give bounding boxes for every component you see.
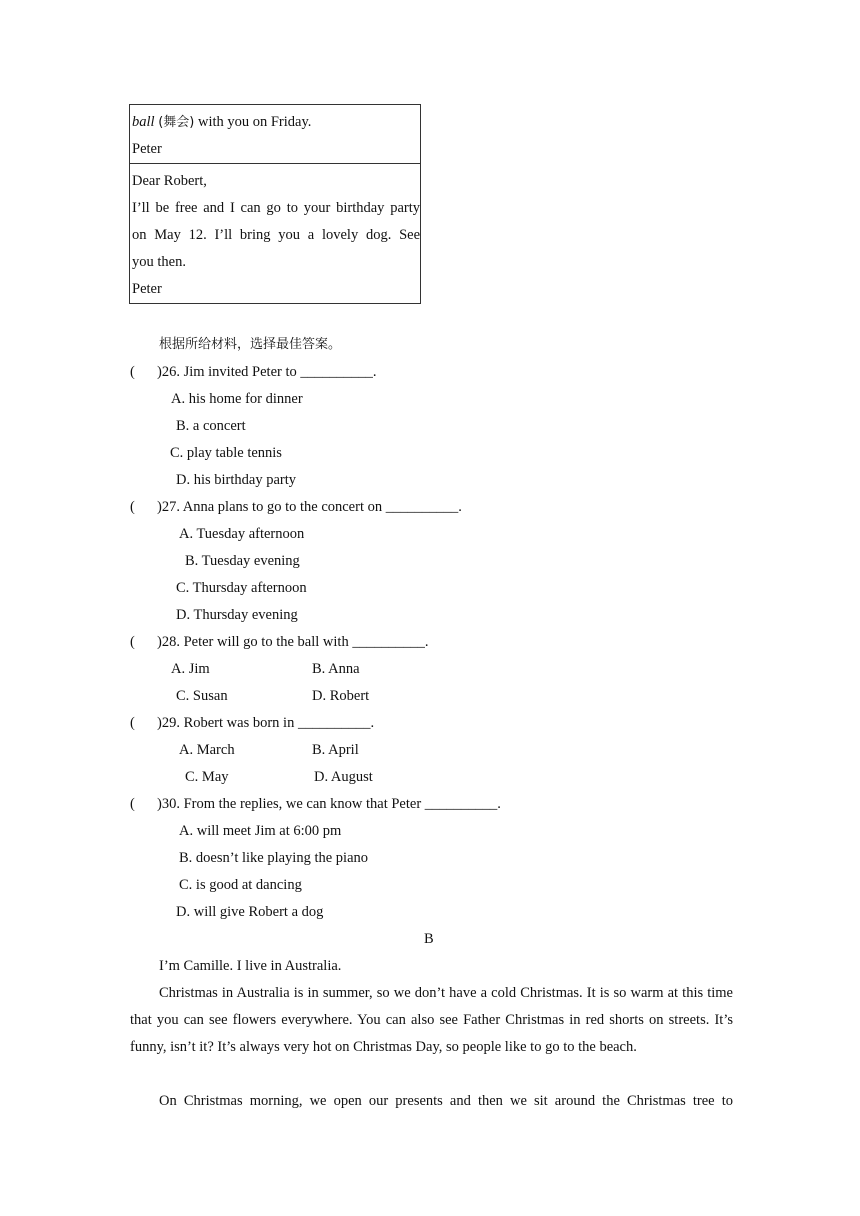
option: A. will meet Jim at 6:00 pm bbox=[179, 823, 342, 839]
answer-paren: ( bbox=[130, 364, 135, 380]
option: D. Robert bbox=[312, 688, 370, 704]
option: B. April bbox=[312, 742, 359, 758]
note-signature: Peter bbox=[132, 141, 162, 157]
option: B. a concert bbox=[176, 418, 246, 434]
reply-line-3: you then. bbox=[132, 254, 186, 270]
option: D. will give Robert a dog bbox=[176, 904, 324, 920]
reply-line-2: on May 12. I’ll bring you a lovely dog. See bbox=[132, 227, 420, 243]
reply-line-1: I’ll be free and I can go to your birthday party bbox=[132, 200, 420, 216]
option: D. his birthday party bbox=[176, 472, 297, 488]
answer-paren: ( bbox=[130, 796, 135, 812]
option: A. his home for dinner bbox=[171, 391, 303, 407]
option: D. Thursday evening bbox=[176, 607, 298, 623]
option: B. Anna bbox=[312, 661, 360, 677]
note-box-reply bbox=[129, 163, 421, 304]
option: A. March bbox=[179, 742, 235, 758]
option: C. May bbox=[185, 769, 229, 785]
option: A. Jim bbox=[171, 661, 210, 677]
option: B. Tuesday evening bbox=[185, 553, 300, 569]
question-28: )28. Peter will go to the ball with __________. bbox=[157, 634, 429, 650]
question-30: )30. From the replies, we can know that Peter __________. bbox=[157, 796, 501, 812]
answer-paren: ( bbox=[130, 499, 135, 515]
option: C. Susan bbox=[176, 688, 228, 704]
note-box-top bbox=[129, 104, 421, 164]
question-27: )27. Anna plans to go to the concert on __________. bbox=[157, 499, 462, 515]
instruction: 根据所给材料，选择最佳答案。 bbox=[159, 337, 342, 352]
option: A. Tuesday afternoon bbox=[179, 526, 305, 542]
note-line bbox=[132, 113, 420, 132]
answer-paren: ( bbox=[130, 715, 135, 731]
reply-greeting: Dear Robert, bbox=[132, 173, 207, 189]
note-gloss: (舞会) bbox=[158, 115, 195, 130]
section-heading: B bbox=[424, 931, 434, 947]
note-word-ball: ball bbox=[132, 114, 155, 130]
option: C. play table tennis bbox=[170, 445, 282, 461]
option: D. August bbox=[314, 769, 373, 785]
question-26: )26. Jim invited Peter to __________. bbox=[157, 364, 377, 380]
answer-paren: ( bbox=[130, 634, 135, 650]
passage-paragraph-2: Christmas in Australia is in summer, so we don’t have a cold Christmas. It is so warm at this time that you can see flowers everywhere. You can also see Father Christmas in red shorts on streets. It’s funny, isn’t it? It’s always very hot on Christmas Day, so people like to go to the beach. bbox=[130, 985, 733, 1055]
reply-signature: Peter bbox=[132, 281, 162, 297]
passage-paragraph-1: I’m Camille. I live in Australia. bbox=[159, 958, 342, 974]
option: C. Thursday afternoon bbox=[176, 580, 307, 596]
note-text: with you on Friday. bbox=[197, 114, 312, 130]
option: C. is good at dancing bbox=[179, 877, 302, 893]
option: B. doesn’t like playing the piano bbox=[179, 850, 369, 866]
question-29: )29. Robert was born in __________. bbox=[157, 715, 375, 731]
passage-paragraph-3: On Christmas morning, we open our presents and then we sit around the Christmas tree to bbox=[159, 1093, 733, 1109]
